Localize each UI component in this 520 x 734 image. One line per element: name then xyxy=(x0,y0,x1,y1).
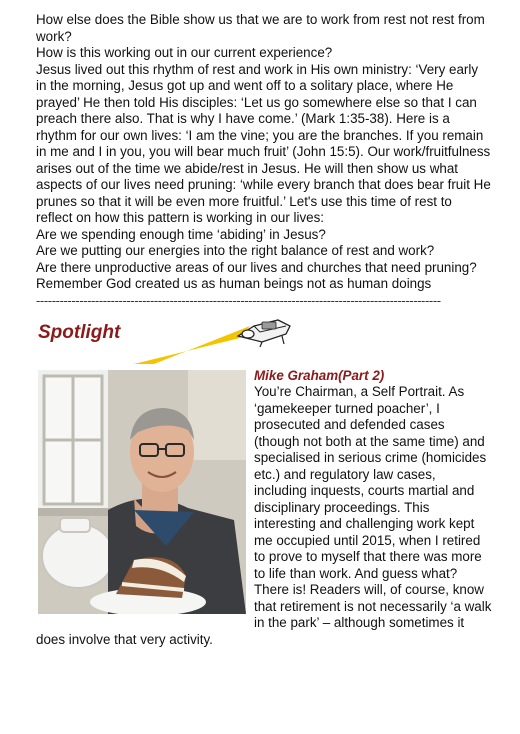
spotlight-projector-icon xyxy=(232,314,296,348)
closing-line: Remember God created us as human beings not as human doings xyxy=(36,276,432,291)
article-body: You’re Chairman, a Self Portrait. As ‘gamekeeper turned poacher’, I prosecuted and defended cases (though not both at the same time) and specialised in serious crime (homicides etc.) and regulatory law cases, including inquests, courts martial and disciplinary proceedings. This interesting and challenging work kept me occupied until 2015, when I retired to prove to myself that there was more to life than work. And guess what? There is! Readers will, of course, know that retirement is not necessarily ‘a walk in the park’ – although sometimes it does involve that very activity. xyxy=(36,384,492,647)
spotlight-header xyxy=(36,308,492,368)
intro-question-2: How is this working out in our current experience? xyxy=(36,45,333,60)
newsletter-page xyxy=(36,12,492,648)
intro-section xyxy=(36,12,492,293)
reflection-question-3: Are there unproductive areas of our lives and churches that need pruning? xyxy=(36,259,477,275)
spotlight-article xyxy=(36,368,492,649)
intro-body: Jesus lived out this rhythm of rest and work in His own ministry: ‘Very early in the morning, Jesus got up and went off to a solitary place, where He prayed’ He then told His disciples: ‘Let us go somewhere else so that I can preach there also. That is why I have come.’ (Mark 1:35-38). Here is a rhythm for our own lives: ‘I am the vine; you are the branches. If you remain in me and I in you, you will bear much fruit’ (John 15:5). Our work/fruitfulness arises out of the time we abide/rest in Jesus. He will then show us what aspects of our lives need pruning: ‘while every branch that does bear fruit He prunes so that it will be even more fruitful.’ Let's use this time of rest to reflect on how this pattern is working in our lives: xyxy=(36,61,491,225)
article-byline: Mike Graham(Part 2) xyxy=(254,367,385,383)
intro-question-1: How else does the Bible show us that we are to work from rest not rest from work? xyxy=(36,12,485,44)
portrait-photo xyxy=(38,370,246,614)
reflection-question-1: Are we spending enough time ‘abiding’ in Jesus? xyxy=(36,226,326,242)
reflection-question-2: Are we putting our energies into the right balance of rest and work? xyxy=(36,243,435,258)
section-divider: ------------------------------------------------------------------------------------------------------- xyxy=(36,293,441,308)
spotlight-title: Spotlight xyxy=(38,321,121,343)
